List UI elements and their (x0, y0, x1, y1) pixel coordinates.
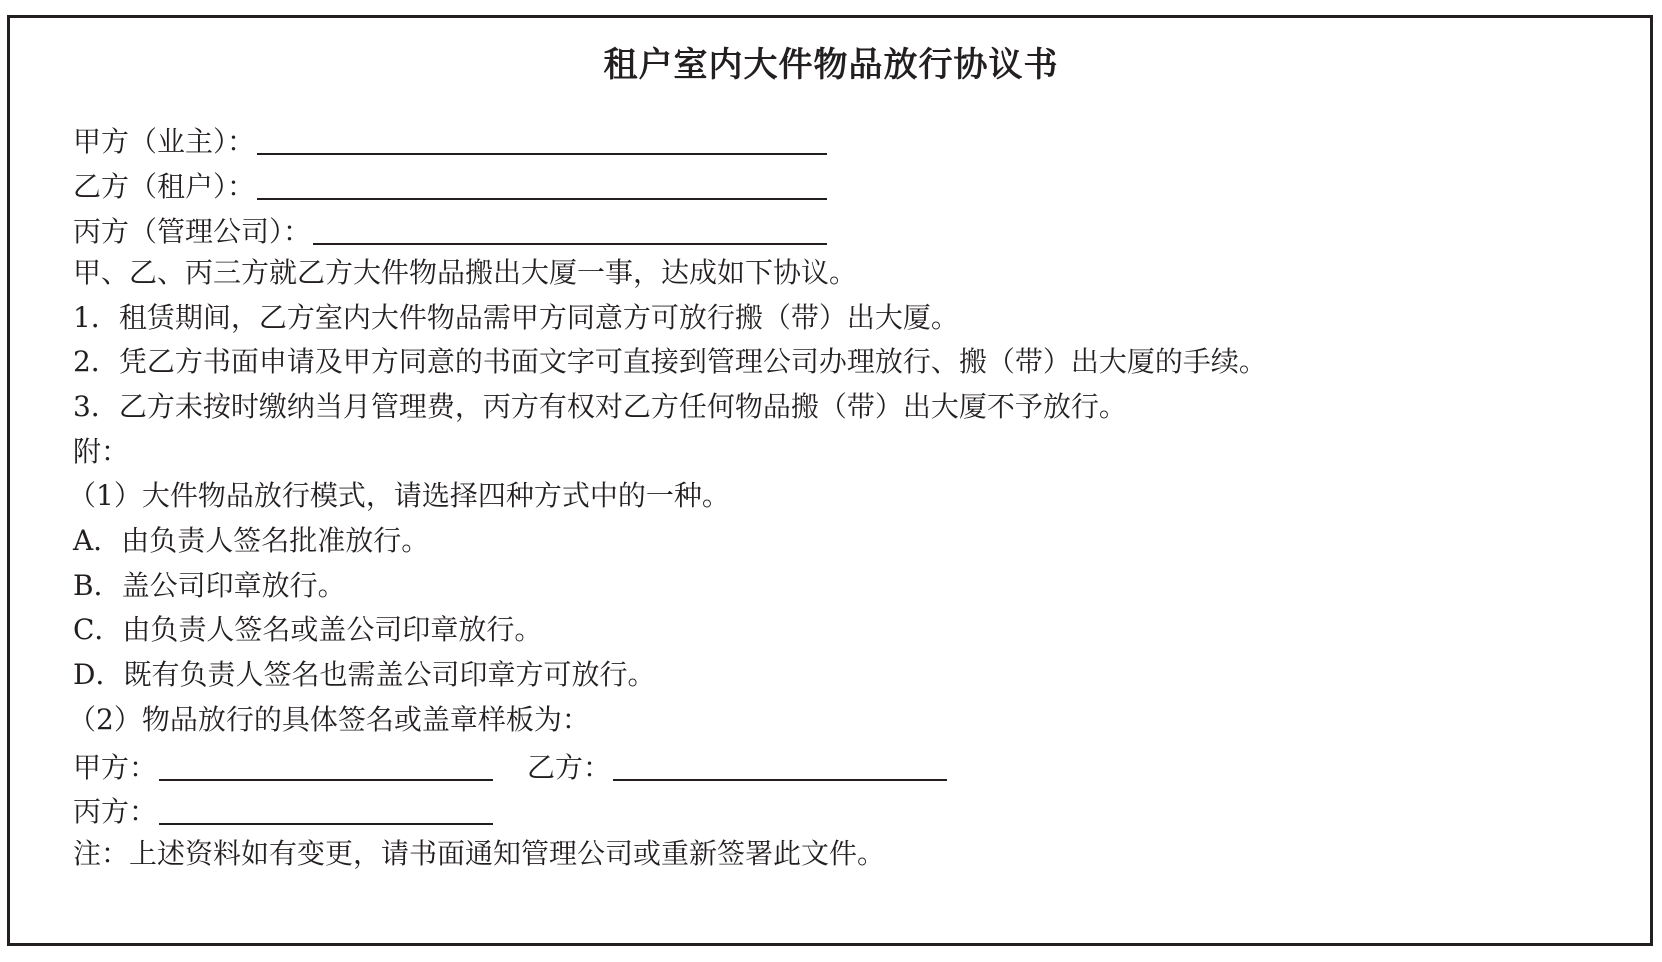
document-title: 租户室内大件物品放行协议书 (603, 45, 1059, 85)
note-text: 注：上述资料如有变更，请书面通知管理公司或重新签署此文件。 (73, 837, 886, 870)
sign-b-label: 乙方： (527, 751, 612, 784)
sign-c-label: 丙方： (73, 795, 158, 828)
clause-3: 3．乙方未按时缴纳当月管理费，丙方有权对乙方任何物品搬（带）出大厦不予放行。 (73, 390, 1127, 423)
sign-c-field[interactable] (159, 793, 493, 825)
party-c-row (73, 209, 827, 249)
party-a-field[interactable] (257, 123, 827, 155)
appendix-item-1: （1）大件物品放行模式，请选择四种方式中的一种。 (68, 479, 730, 512)
party-b-label: 乙方（租户）： (73, 170, 256, 203)
appendix-label: 附： (73, 435, 130, 468)
party-c-label: 丙方（管理公司）： (73, 215, 312, 248)
party-a-row (73, 119, 827, 159)
party-b-field[interactable] (257, 168, 827, 200)
sign-a-field[interactable] (159, 749, 493, 781)
option-d: D．既有负责人签名也需盖公司印章方可放行。 (73, 658, 656, 691)
party-b-row (73, 164, 827, 204)
option-a: A．由负责人签名批准放行。 (73, 524, 430, 557)
option-c: C．由负责人签名或盖公司印章放行。 (73, 613, 543, 646)
appendix-item-2: （2）物品放行的具体签名或盖章样板为： (68, 703, 590, 736)
party-c-field[interactable] (313, 213, 827, 245)
signature-row-ab (73, 745, 947, 785)
signature-row-c (73, 789, 493, 829)
sign-a-label: 甲方： (73, 751, 158, 784)
party-a-label: 甲方（业主）： (73, 125, 256, 158)
intro-text: 甲、乙、丙三方就乙方大件物品搬出大厦一事，达成如下协议。 (73, 256, 858, 289)
sign-b-field[interactable] (613, 749, 947, 781)
option-b: B．盖公司印章放行。 (73, 569, 346, 602)
clause-2: 2．凭乙方书面申请及甲方同意的书面文字可直接到管理公司办理放行、搬（带）出大厦的手续。 (73, 345, 1267, 378)
clause-1: 1．租赁期间，乙方室内大件物品需甲方同意方可放行搬（带）出大厦。 (73, 301, 959, 334)
